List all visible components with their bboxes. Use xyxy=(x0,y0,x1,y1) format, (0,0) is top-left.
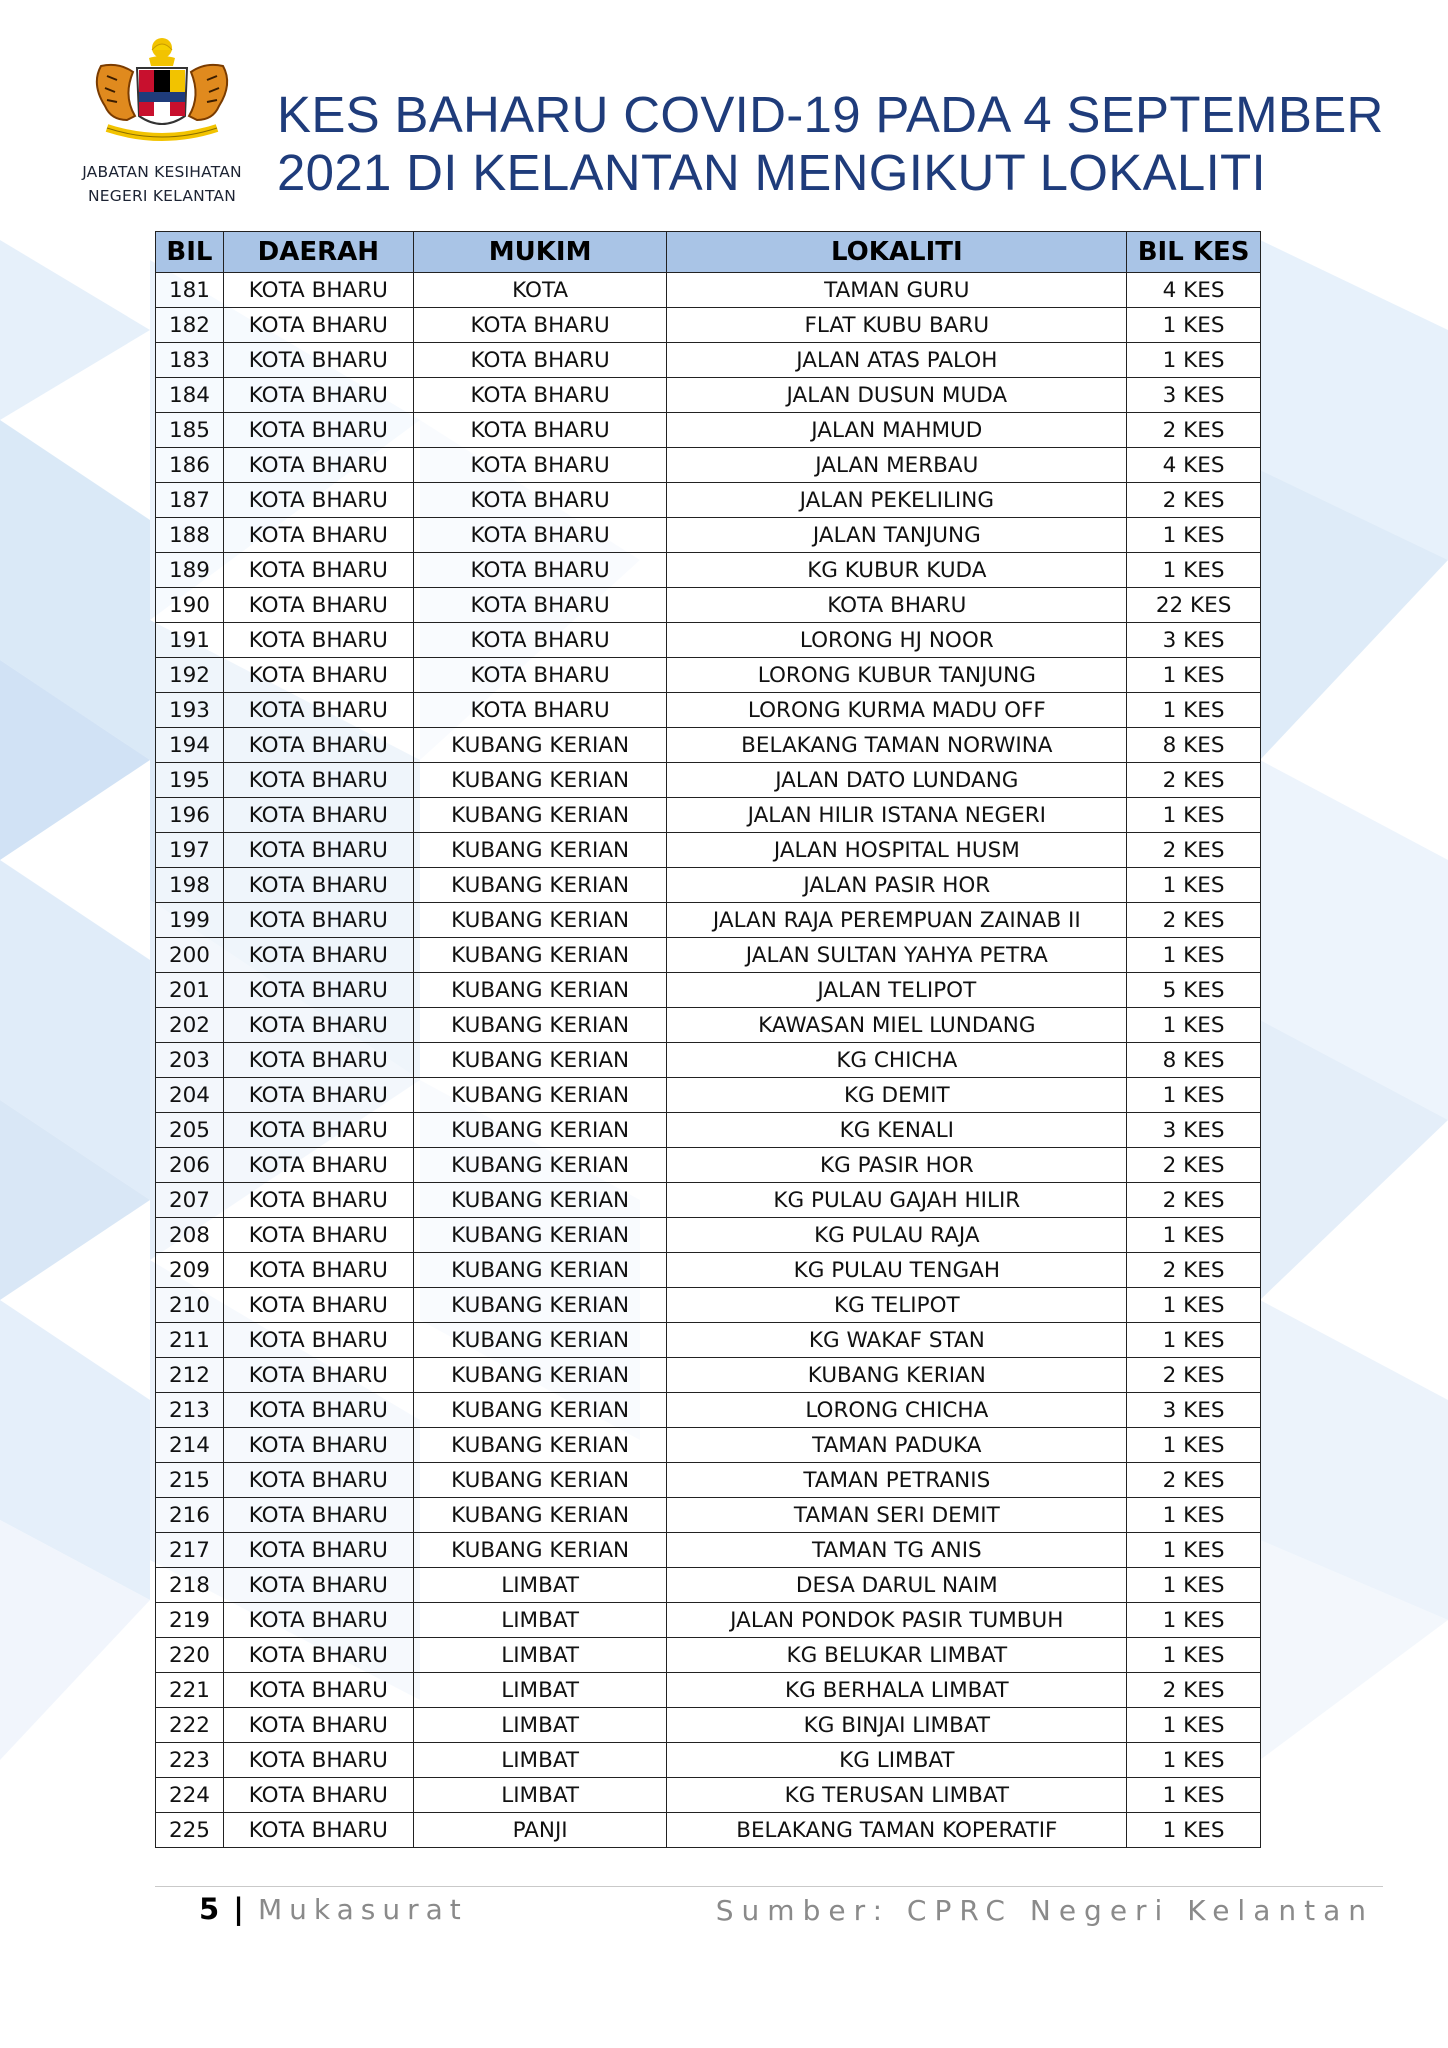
cell-mukim: KOTA xyxy=(413,273,667,308)
cell-lokaliti: JALAN HOSPITAL HUSM xyxy=(667,833,1127,868)
cell-bil: 220 xyxy=(156,1638,224,1673)
cell-mukim: KOTA BHARU xyxy=(413,413,667,448)
cell-mukim: LIMBAT xyxy=(413,1603,667,1638)
cell-bil-kes: 3 KES xyxy=(1127,1393,1261,1428)
table-row xyxy=(156,448,1261,483)
cell-bil: 182 xyxy=(156,308,224,343)
cell-mukim: KOTA BHARU xyxy=(413,518,667,553)
cell-daerah: KOTA BHARU xyxy=(223,273,413,308)
cell-bil: 213 xyxy=(156,1393,224,1428)
table-row xyxy=(156,973,1261,1008)
cell-lokaliti: KOTA BHARU xyxy=(667,588,1127,623)
cell-lokaliti: JALAN ATAS PALOH xyxy=(667,343,1127,378)
cell-daerah: KOTA BHARU xyxy=(223,903,413,938)
table-row xyxy=(156,273,1261,308)
cell-bil: 198 xyxy=(156,868,224,903)
table-row xyxy=(156,1393,1261,1428)
cell-bil-kes: 4 KES xyxy=(1127,273,1261,308)
footer-divider xyxy=(155,1886,1383,1887)
cell-bil-kes: 2 KES xyxy=(1127,1183,1261,1218)
cell-bil-kes: 2 KES xyxy=(1127,833,1261,868)
cell-bil: 224 xyxy=(156,1778,224,1813)
cell-lokaliti: JALAN TELIPOT xyxy=(667,973,1127,1008)
table-row xyxy=(156,1428,1261,1463)
footer-source: Sumber: CPRC Negeri Kelantan xyxy=(715,1894,1374,1927)
cell-bil-kes: 1 KES xyxy=(1127,1288,1261,1323)
cell-mukim: KUBANG KERIAN xyxy=(413,763,667,798)
table-row xyxy=(156,1638,1261,1673)
cell-mukim: KUBANG KERIAN xyxy=(413,903,667,938)
table-row xyxy=(156,693,1261,728)
cell-daerah: KOTA BHARU xyxy=(223,1743,413,1778)
cell-bil: 192 xyxy=(156,658,224,693)
cell-lokaliti: JALAN MERBAU xyxy=(667,448,1127,483)
cell-daerah: KOTA BHARU xyxy=(223,1288,413,1323)
cell-daerah: KOTA BHARU xyxy=(223,868,413,903)
cell-bil-kes: 4 KES xyxy=(1127,448,1261,483)
cell-daerah: KOTA BHARU xyxy=(223,378,413,413)
cell-bil: 201 xyxy=(156,973,224,1008)
cell-mukim: KUBANG KERIAN xyxy=(413,1183,667,1218)
column-header-lokaliti: LOKALITI xyxy=(667,232,1127,273)
cell-mukim: KOTA BHARU xyxy=(413,658,667,693)
cell-bil-kes: 1 KES xyxy=(1127,1708,1261,1743)
cell-bil: 191 xyxy=(156,623,224,658)
cell-lokaliti: KG BERHALA LIMBAT xyxy=(667,1673,1127,1708)
table-row xyxy=(156,1253,1261,1288)
cell-mukim: KUBANG KERIAN xyxy=(413,1463,667,1498)
table-row xyxy=(156,413,1261,448)
cell-bil: 203 xyxy=(156,1043,224,1078)
table-row xyxy=(156,658,1261,693)
table-row xyxy=(156,1673,1261,1708)
cell-lokaliti: TAMAN SERI DEMIT xyxy=(667,1498,1127,1533)
cell-daerah: KOTA BHARU xyxy=(223,1358,413,1393)
cell-bil-kes: 2 KES xyxy=(1127,1463,1261,1498)
table-row xyxy=(156,1778,1261,1813)
cell-mukim: KUBANG KERIAN xyxy=(413,833,667,868)
cell-mukim: LIMBAT xyxy=(413,1743,667,1778)
cell-daerah: KOTA BHARU xyxy=(223,1113,413,1148)
cell-daerah: KOTA BHARU xyxy=(223,413,413,448)
cell-bil: 223 xyxy=(156,1743,224,1778)
table-row xyxy=(156,483,1261,518)
cell-lokaliti: KG TERUSAN LIMBAT xyxy=(667,1778,1127,1813)
cell-bil: 219 xyxy=(156,1603,224,1638)
cell-mukim: KUBANG KERIAN xyxy=(413,1358,667,1393)
cell-bil-kes: 1 KES xyxy=(1127,1008,1261,1043)
cell-bil-kes: 1 KES xyxy=(1127,343,1261,378)
cell-bil: 206 xyxy=(156,1148,224,1183)
cell-bil: 204 xyxy=(156,1078,224,1113)
table-row xyxy=(156,1113,1261,1148)
cell-mukim: KOTA BHARU xyxy=(413,483,667,518)
cell-lokaliti: KG PULAU TENGAH xyxy=(667,1253,1127,1288)
cell-lokaliti: JALAN DATO LUNDANG xyxy=(667,763,1127,798)
cell-daerah: KOTA BHARU xyxy=(223,938,413,973)
cell-bil-kes: 1 KES xyxy=(1127,1603,1261,1638)
cell-lokaliti: DESA DARUL NAIM xyxy=(667,1568,1127,1603)
cases-table xyxy=(155,231,1261,1848)
cell-lokaliti: JALAN DUSUN MUDA xyxy=(667,378,1127,413)
cell-mukim: KOTA BHARU xyxy=(413,343,667,378)
cell-lokaliti: JALAN TANJUNG xyxy=(667,518,1127,553)
table-row xyxy=(156,1148,1261,1183)
cell-bil: 218 xyxy=(156,1568,224,1603)
cell-bil-kes: 1 KES xyxy=(1127,1638,1261,1673)
table-row xyxy=(156,343,1261,378)
cell-lokaliti: KG DEMIT xyxy=(667,1078,1127,1113)
cell-bil: 185 xyxy=(156,413,224,448)
cell-lokaliti: BELAKANG TAMAN NORWINA xyxy=(667,728,1127,763)
cell-lokaliti: KG KENALI xyxy=(667,1113,1127,1148)
cell-bil-kes: 2 KES xyxy=(1127,1673,1261,1708)
cell-bil: 209 xyxy=(156,1253,224,1288)
cell-bil: 186 xyxy=(156,448,224,483)
cell-daerah: KOTA BHARU xyxy=(223,483,413,518)
cell-bil-kes: 8 KES xyxy=(1127,1043,1261,1078)
cell-mukim: KUBANG KERIAN xyxy=(413,1043,667,1078)
cell-bil: 212 xyxy=(156,1358,224,1393)
cell-lokaliti: JALAN PASIR HOR xyxy=(667,868,1127,903)
cell-bil-kes: 1 KES xyxy=(1127,1498,1261,1533)
cell-lokaliti: KG TELIPOT xyxy=(667,1288,1127,1323)
cell-bil-kes: 3 KES xyxy=(1127,1113,1261,1148)
cell-bil-kes: 1 KES xyxy=(1127,308,1261,343)
page-number: 5 xyxy=(199,1892,220,1926)
cell-mukim: KUBANG KERIAN xyxy=(413,1428,667,1463)
table-row xyxy=(156,378,1261,413)
cell-bil-kes: 3 KES xyxy=(1127,623,1261,658)
cell-lokaliti: KG PASIR HOR xyxy=(667,1148,1127,1183)
cell-lokaliti: KG PULAU RAJA xyxy=(667,1218,1127,1253)
cell-lokaliti: JALAN PEKELILING xyxy=(667,483,1127,518)
table-row xyxy=(156,763,1261,798)
agency-name-line2: NEGERI KELANTAN xyxy=(87,187,237,205)
cell-bil: 194 xyxy=(156,728,224,763)
title-line1: KES BAHARU COVID-19 PADA 4 SEPTEMBER xyxy=(277,86,1384,143)
cell-bil: 187 xyxy=(156,483,224,518)
cell-daerah: KOTA BHARU xyxy=(223,833,413,868)
cell-bil: 199 xyxy=(156,903,224,938)
cell-bil: 222 xyxy=(156,1708,224,1743)
column-header-bil-kes: BIL KES xyxy=(1127,232,1261,273)
cell-daerah: KOTA BHARU xyxy=(223,1568,413,1603)
cell-daerah: KOTA BHARU xyxy=(223,973,413,1008)
cell-bil: 183 xyxy=(156,343,224,378)
cell-bil: 196 xyxy=(156,798,224,833)
cell-daerah: KOTA BHARU xyxy=(223,1533,413,1568)
cell-lokaliti: TAMAN PADUKA xyxy=(667,1428,1127,1463)
cell-mukim: KOTA BHARU xyxy=(413,308,667,343)
cell-mukim: KUBANG KERIAN xyxy=(413,1288,667,1323)
cell-mukim: PANJI xyxy=(413,1813,667,1848)
cell-daerah: KOTA BHARU xyxy=(223,728,413,763)
table-row xyxy=(156,1183,1261,1218)
cell-mukim: KUBANG KERIAN xyxy=(413,798,667,833)
cell-mukim: KUBANG KERIAN xyxy=(413,973,667,1008)
table-row xyxy=(156,1463,1261,1498)
table-row xyxy=(156,868,1261,903)
cell-lokaliti: KUBANG KERIAN xyxy=(667,1358,1127,1393)
cell-bil-kes: 1 KES xyxy=(1127,798,1261,833)
table-row xyxy=(156,728,1261,763)
cell-daerah: KOTA BHARU xyxy=(223,658,413,693)
cell-daerah: KOTA BHARU xyxy=(223,1393,413,1428)
table-row xyxy=(156,1358,1261,1393)
cell-daerah: KOTA BHARU xyxy=(223,1218,413,1253)
cell-daerah: KOTA BHARU xyxy=(223,623,413,658)
cell-bil-kes: 3 KES xyxy=(1127,378,1261,413)
cell-bil: 184 xyxy=(156,378,224,413)
cell-bil: 193 xyxy=(156,693,224,728)
cell-lokaliti: JALAN SULTAN YAHYA PETRA xyxy=(667,938,1127,973)
cell-lokaliti: JALAN MAHMUD xyxy=(667,413,1127,448)
cell-lokaliti: TAMAN TG ANIS xyxy=(667,1533,1127,1568)
cell-bil: 217 xyxy=(156,1533,224,1568)
cell-bil: 208 xyxy=(156,1218,224,1253)
column-header-mukim: MUKIM xyxy=(413,232,667,273)
cell-bil-kes: 1 KES xyxy=(1127,1078,1261,1113)
table-row xyxy=(156,1288,1261,1323)
cell-lokaliti: KG BINJAI LIMBAT xyxy=(667,1708,1127,1743)
cell-bil-kes: 2 KES xyxy=(1127,763,1261,798)
coat-of-arms-logo xyxy=(62,36,262,216)
cell-lokaliti: FLAT KUBU BARU xyxy=(667,308,1127,343)
table-row xyxy=(156,623,1261,658)
cell-bil: 216 xyxy=(156,1498,224,1533)
table-row xyxy=(156,1323,1261,1358)
cell-mukim: KOTA BHARU xyxy=(413,553,667,588)
table-row xyxy=(156,1533,1261,1568)
cell-daerah: KOTA BHARU xyxy=(223,1323,413,1358)
table-row xyxy=(156,1603,1261,1638)
table-row xyxy=(156,798,1261,833)
cell-mukim: KUBANG KERIAN xyxy=(413,1533,667,1568)
cell-bil: 197 xyxy=(156,833,224,868)
table-row xyxy=(156,1498,1261,1533)
table-row xyxy=(156,938,1261,973)
cell-bil-kes: 1 KES xyxy=(1127,868,1261,903)
cell-daerah: KOTA BHARU xyxy=(223,343,413,378)
cell-bil: 207 xyxy=(156,1183,224,1218)
cell-daerah: KOTA BHARU xyxy=(223,763,413,798)
cell-mukim: KUBANG KERIAN xyxy=(413,1218,667,1253)
table-row xyxy=(156,903,1261,938)
cell-mukim: KUBANG KERIAN xyxy=(413,1323,667,1358)
cell-mukim: KUBANG KERIAN xyxy=(413,1253,667,1288)
cell-mukim: LIMBAT xyxy=(413,1708,667,1743)
cell-mukim: KUBANG KERIAN xyxy=(413,1498,667,1533)
cell-bil: 214 xyxy=(156,1428,224,1463)
table-row xyxy=(156,1218,1261,1253)
cell-mukim: KOTA BHARU xyxy=(413,378,667,413)
footer-page-info xyxy=(199,1892,468,1926)
cell-bil: 210 xyxy=(156,1288,224,1323)
cell-bil-kes: 1 KES xyxy=(1127,518,1261,553)
table-row xyxy=(156,518,1261,553)
page-label: Mukasurat xyxy=(258,1893,468,1926)
cell-bil: 195 xyxy=(156,763,224,798)
table-body xyxy=(156,273,1261,1848)
cell-bil-kes: 1 KES xyxy=(1127,1533,1261,1568)
table-row xyxy=(156,833,1261,868)
cell-mukim: LIMBAT xyxy=(413,1673,667,1708)
table-row xyxy=(156,1813,1261,1848)
coat-of-arms-icon xyxy=(77,36,247,154)
cell-bil-kes: 1 KES xyxy=(1127,658,1261,693)
cell-lokaliti: KG WAKAF STAN xyxy=(667,1323,1127,1358)
table-row xyxy=(156,1708,1261,1743)
cell-mukim: KUBANG KERIAN xyxy=(413,868,667,903)
column-header-bil: BIL xyxy=(156,232,224,273)
cell-mukim: KUBANG KERIAN xyxy=(413,1113,667,1148)
cell-daerah: KOTA BHARU xyxy=(223,1253,413,1288)
cell-bil-kes: 1 KES xyxy=(1127,1743,1261,1778)
cell-lokaliti: TAMAN GURU xyxy=(667,273,1127,308)
cell-lokaliti: KAWASAN MIEL LUNDANG xyxy=(667,1008,1127,1043)
cell-daerah: KOTA BHARU xyxy=(223,308,413,343)
cell-bil-kes: 1 KES xyxy=(1127,553,1261,588)
cell-bil: 190 xyxy=(156,588,224,623)
cell-lokaliti: KG PULAU GAJAH HILIR xyxy=(667,1183,1127,1218)
cell-bil-kes: 8 KES xyxy=(1127,728,1261,763)
cell-bil-kes: 1 KES xyxy=(1127,1428,1261,1463)
title-line2: 2021 DI KELANTAN MENGIKUT LOKALITI xyxy=(277,144,1266,201)
cell-bil-kes: 1 KES xyxy=(1127,693,1261,728)
cell-daerah: KOTA BHARU xyxy=(223,1008,413,1043)
agency-name-line1: JABATAN KESIHATAN xyxy=(82,163,242,181)
cell-mukim: KUBANG KERIAN xyxy=(413,1148,667,1183)
cell-lokaliti: LORONG HJ NOOR xyxy=(667,623,1127,658)
cell-bil-kes: 2 KES xyxy=(1127,1148,1261,1183)
cell-bil-kes: 1 KES xyxy=(1127,1778,1261,1813)
table-row xyxy=(156,588,1261,623)
cell-daerah: KOTA BHARU xyxy=(223,1183,413,1218)
cell-lokaliti: JALAN RAJA PEREMPUAN ZAINAB II xyxy=(667,903,1127,938)
cell-bil: 205 xyxy=(156,1113,224,1148)
cell-daerah: KOTA BHARU xyxy=(223,1078,413,1113)
table-row xyxy=(156,1568,1261,1603)
cell-lokaliti: BELAKANG TAMAN KOPERATIF xyxy=(667,1813,1127,1848)
cell-lokaliti: JALAN PONDOK PASIR TUMBUH xyxy=(667,1603,1127,1638)
cell-lokaliti: LORONG KURMA MADU OFF xyxy=(667,693,1127,728)
cell-daerah: KOTA BHARU xyxy=(223,1603,413,1638)
cell-daerah: KOTA BHARU xyxy=(223,693,413,728)
cell-lokaliti: TAMAN PETRANIS xyxy=(667,1463,1127,1498)
table-row xyxy=(156,1043,1261,1078)
cell-mukim: LIMBAT xyxy=(413,1568,667,1603)
cell-bil-kes: 5 KES xyxy=(1127,973,1261,1008)
cell-daerah: KOTA BHARU xyxy=(223,1638,413,1673)
cell-bil-kes: 2 KES xyxy=(1127,903,1261,938)
cell-mukim: KUBANG KERIAN xyxy=(413,938,667,973)
table-row xyxy=(156,308,1261,343)
table-row xyxy=(156,1008,1261,1043)
cell-mukim: KOTA BHARU xyxy=(413,448,667,483)
cell-bil-kes: 1 KES xyxy=(1127,1323,1261,1358)
cell-bil-kes: 1 KES xyxy=(1127,1813,1261,1848)
cell-bil-kes: 22 KES xyxy=(1127,588,1261,623)
cell-mukim: KUBANG KERIAN xyxy=(413,1393,667,1428)
cell-bil: 211 xyxy=(156,1323,224,1358)
cell-bil-kes: 1 KES xyxy=(1127,938,1261,973)
column-header-daerah: DAERAH xyxy=(223,232,413,273)
cell-bil: 188 xyxy=(156,518,224,553)
cell-bil: 202 xyxy=(156,1008,224,1043)
cell-mukim: KUBANG KERIAN xyxy=(413,1078,667,1113)
cell-mukim: LIMBAT xyxy=(413,1638,667,1673)
cell-daerah: KOTA BHARU xyxy=(223,1813,413,1848)
cell-lokaliti: KG BELUKAR LIMBAT xyxy=(667,1638,1127,1673)
cell-bil-kes: 1 KES xyxy=(1127,1218,1261,1253)
cell-daerah: KOTA BHARU xyxy=(223,1043,413,1078)
cell-bil: 225 xyxy=(156,1813,224,1848)
cell-bil-kes: 2 KES xyxy=(1127,1358,1261,1393)
cell-daerah: KOTA BHARU xyxy=(223,1708,413,1743)
cell-mukim: KOTA BHARU xyxy=(413,693,667,728)
cell-daerah: KOTA BHARU xyxy=(223,553,413,588)
cell-lokaliti: LORONG KUBUR TANJUNG xyxy=(667,658,1127,693)
cell-mukim: LIMBAT xyxy=(413,1778,667,1813)
cell-lokaliti: LORONG CHICHA xyxy=(667,1393,1127,1428)
table-row xyxy=(156,1743,1261,1778)
cell-mukim: KOTA BHARU xyxy=(413,588,667,623)
cell-daerah: KOTA BHARU xyxy=(223,1778,413,1813)
cell-bil: 200 xyxy=(156,938,224,973)
table-row xyxy=(156,553,1261,588)
cell-daerah: KOTA BHARU xyxy=(223,588,413,623)
cell-bil: 215 xyxy=(156,1463,224,1498)
cell-lokaliti: KG CHICHA xyxy=(667,1043,1127,1078)
cell-mukim: KUBANG KERIAN xyxy=(413,728,667,763)
cell-bil: 181 xyxy=(156,273,224,308)
cell-lokaliti: KG KUBUR KUDA xyxy=(667,553,1127,588)
cell-mukim: KOTA BHARU xyxy=(413,623,667,658)
table-header-row xyxy=(156,232,1261,273)
footer-separator: | xyxy=(233,1892,244,1926)
table-row xyxy=(156,1078,1261,1113)
cell-bil-kes: 2 KES xyxy=(1127,483,1261,518)
cell-daerah: KOTA BHARU xyxy=(223,518,413,553)
cell-daerah: KOTA BHARU xyxy=(223,1498,413,1533)
cell-bil: 221 xyxy=(156,1673,224,1708)
cell-daerah: KOTA BHARU xyxy=(223,1463,413,1498)
cell-daerah: KOTA BHARU xyxy=(223,1673,413,1708)
page-title xyxy=(277,86,1397,202)
cell-daerah: KOTA BHARU xyxy=(223,1148,413,1183)
cell-lokaliti: JALAN HILIR ISTANA NEGERI xyxy=(667,798,1127,833)
cell-bil-kes: 2 KES xyxy=(1127,1253,1261,1288)
cell-daerah: KOTA BHARU xyxy=(223,448,413,483)
cell-bil-kes: 2 KES xyxy=(1127,413,1261,448)
cell-lokaliti: KG LIMBAT xyxy=(667,1743,1127,1778)
cell-bil: 189 xyxy=(156,553,224,588)
cell-bil-kes: 1 KES xyxy=(1127,1568,1261,1603)
cell-mukim: KUBANG KERIAN xyxy=(413,1008,667,1043)
cell-daerah: KOTA BHARU xyxy=(223,1428,413,1463)
cell-daerah: KOTA BHARU xyxy=(223,798,413,833)
